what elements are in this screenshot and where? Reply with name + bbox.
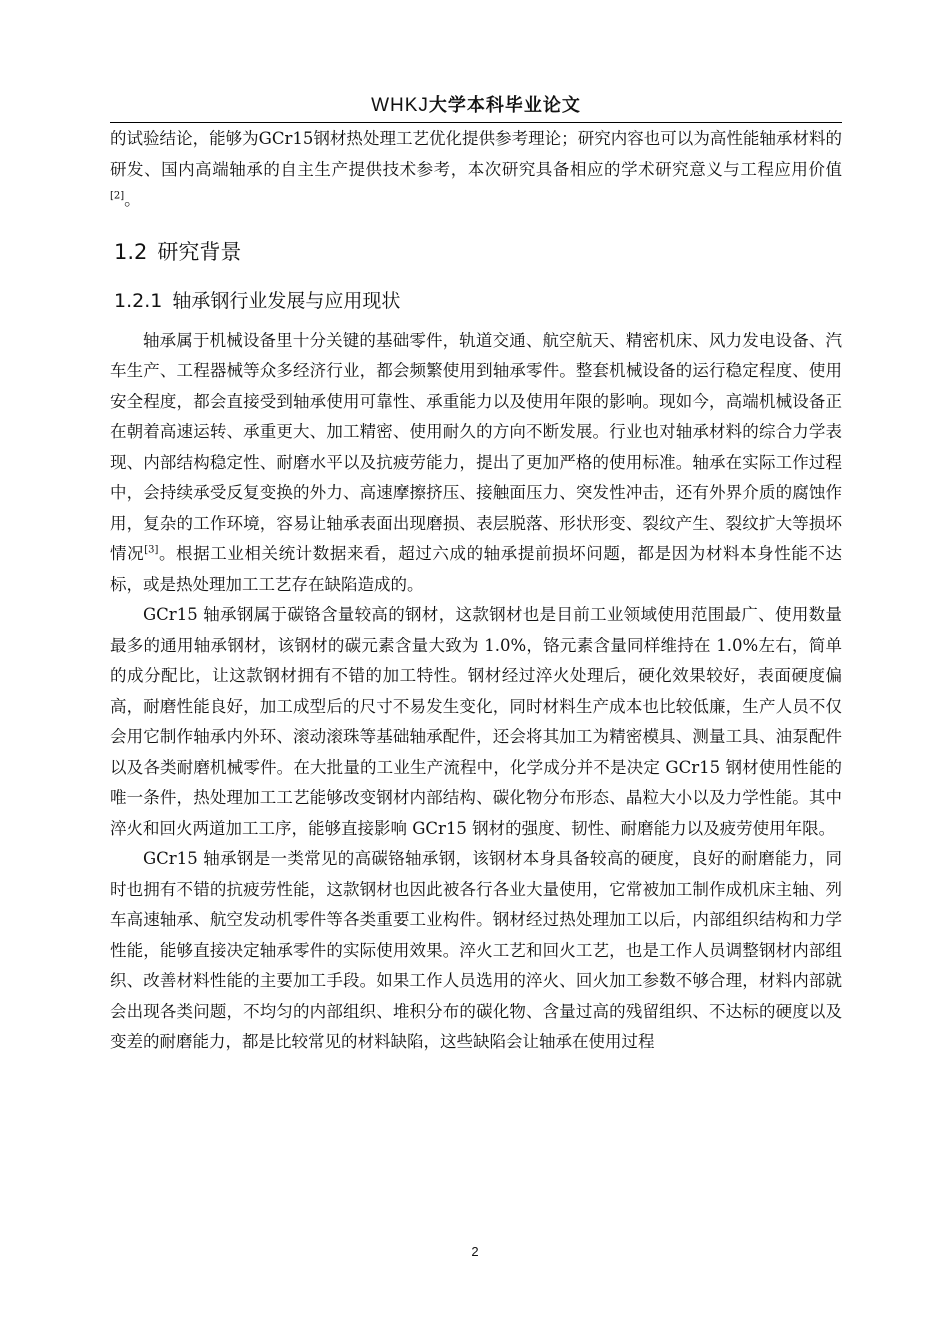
section-heading [114, 234, 842, 270]
page-number: 2 [471, 1244, 479, 1259]
body-paragraph-2 [110, 600, 842, 844]
intro-text: 的试验结论，能够为GCr15钢材热处理工艺优化提供参考理论；研究内容也可以为高性能轴承材料的研发、国内高端轴承的自主生产提供技术参考，本次研究具备相应的学术研究意义与工程应用价值 [110, 129, 842, 179]
body-paragraph-3 [110, 844, 842, 1058]
running-header [110, 94, 842, 123]
intro-paragraph [110, 124, 842, 216]
citation-ref: [2] [110, 190, 125, 202]
paragraph-text: 轴承属于机械设备里十分关键的基础零件，轨道交通、航空航天、精密机床、风力发电设备、汽车生产、工程器械等众多经济行业，都会频繁使用到轴承零件。整套机械设备的运行稳定程度、使用安全程度，都会直接受到轴承使用可靠性、承重能力以及使用年限的影响。现如今，高端机械设备正在朝着高速运转、承重更大、加工精密、使用耐久的方向不断发展。行业也对轴承材料的综合力学表现、内部结构稳定性、耐磨水平以及抗疲劳能力，提出了更加严格的使用标准。轴承在实际工作过程中，会持续承受反复变换的外力、高速摩擦挤压、接触面压力、突发性冲击，还有外界介质的腐蚀作用，复杂的工作环境，容易让轴承表面出现磨损、表层脱落、形状形变、裂纹产生、裂纹扩大等损坏情况 [110, 330, 842, 563]
intro-text-end: 。 [124, 190, 141, 209]
header-title: 大学本科毕业论文 [428, 95, 581, 116]
citation-ref: [3] [144, 544, 159, 556]
header-school-code: WHKJ [371, 95, 429, 116]
paragraph-text-end: 。根据工业相关统计数据来看，超过六成的轴承提前损坏问题，都是因为材料本身性能不达标，或是热处理加工工艺存在缺陷造成的。 [110, 544, 843, 594]
body-paragraph-1 [110, 326, 842, 601]
subsection-number: 1.2.1 [114, 289, 163, 312]
subsection-title: 轴承钢行业发展与应用现状 [172, 289, 401, 312]
subsection-heading [114, 284, 842, 318]
body-content [110, 124, 842, 1058]
section-number: 1.2 [114, 239, 148, 264]
paragraph-text: GCr15 轴承钢属于碳铬含量较高的钢材，这款钢材也是目前工业领域使用范围最广、使用数量最多的通用轴承钢材，该钢材的碳元素含量大致为 1.0%，铬元素含量同样维持在 1.0%左右，简单的成分配比，让这款钢材拥有不错的加工特性。钢材经过淬火处理后，硬化效果较好，表面硬度偏高，耐磨性能良好，加工成型后的尺寸不易发生变化，同时材料生产成本也比较低廉，生产人员不仅会用它制作轴承内外环、滚动滚珠等基础轴承配件，还会将其加工为精密模具、测量工具、油泵配件以及各类耐磨机械零件。在大批量的工业生产流程中，化学成分并不是决定 GCr15 钢材使用性能的唯一条件，热处理加工工艺能够改变钢材内部结构、碳化物分布形态、晶粒大小以及力学性能。其中淬火和回火两道加工工序，能够直接影响 GCr15 钢材的强度、韧性、耐磨能力以及疲劳使用年限。 [110, 605, 842, 838]
paragraph-text: GCr15 轴承钢是一类常见的高碳铬轴承钢，该钢材本身具备较高的硬度，良好的耐磨能力，同时也拥有不错的抗疲劳性能，这款钢材也因此被各行各业大量使用，它常被加工制作成机床主轴、列车高速轴承、航空发动机零件等各类重要工业构件。钢材经过热处理加工以后，内部组织结构和力学性能，能够直接决定轴承零件的实际使用效果。淬火工艺和回火工艺，也是工作人员调整钢材内部组织、改善材料性能的主要加工手段。如果工作人员选用的淬火、回火加工参数不够合理，材料内部就会出现各类问题，不均匀的内部组织、堆积分布的碳化物、含量过高的残留组织、不达标的硬度以及变差的耐磨能力，都是比较常见的材料缺陷，这些缺陷会让轴承在使用过程 [110, 849, 842, 1051]
section-title: 研究背景 [157, 239, 242, 264]
